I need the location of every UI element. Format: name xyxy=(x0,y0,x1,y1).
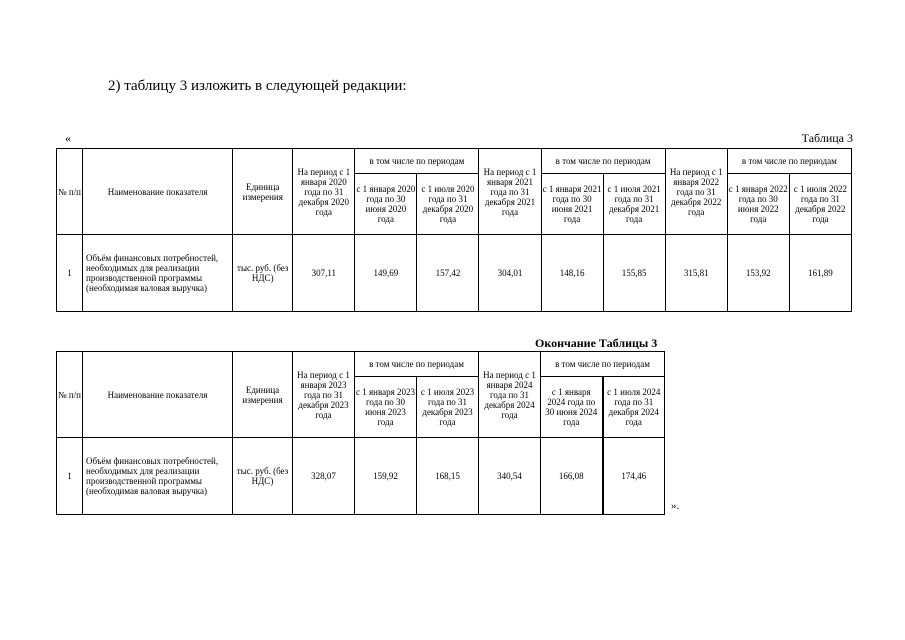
value-cell: 166,08 xyxy=(541,438,603,515)
subperiods-header-2023: в том числе по периодам xyxy=(355,352,479,377)
table2 xyxy=(56,351,665,515)
half2-header-2023: с 1 июля 2023 года по 31 декабря 2023 года xyxy=(417,377,479,438)
row-name: Объём финансовых потребностей, необходимых для реализации производственной программы (необходимая валовая выручка) xyxy=(83,438,233,515)
value-cell: 159,92 xyxy=(355,438,417,515)
value-cell: 340,54 xyxy=(479,438,541,515)
period-header-2022: На период с 1 января 2022 года по 31 декабря 2022 года xyxy=(665,149,727,235)
value-cell: 304,01 xyxy=(479,235,541,312)
value-cell: 149,69 xyxy=(355,235,417,312)
value-cell: 148,16 xyxy=(541,235,603,312)
half2-header-2020: с 1 июля 2020 года по 31 декабря 2020 года xyxy=(417,174,479,235)
opening-quote: « xyxy=(65,131,71,145)
value-cell: 157,42 xyxy=(417,235,479,312)
row-unit: тыс. руб. (без НДС) xyxy=(233,438,293,515)
half2-header-2024: с 1 июля 2024 года по 31 декабря 2024 года xyxy=(603,377,665,438)
closing-quote: ». xyxy=(671,500,680,512)
value-cell: 328,07 xyxy=(293,438,355,515)
col-unit-header: Единица измерения xyxy=(233,149,293,235)
table-row xyxy=(57,235,852,312)
half1-header-2022: с 1 января 2022 года по 30 июня 2022 года xyxy=(727,174,789,235)
subperiods-header-2022: в том числе по периодам xyxy=(727,149,851,174)
subperiods-header-2020: в том числе по периодам xyxy=(355,149,479,174)
row-num: 1 xyxy=(57,235,83,312)
subperiods-header-2024: в том числе по периодам xyxy=(541,352,665,377)
col-name-header: Наименование показателя xyxy=(83,352,233,438)
amendment-heading: 2) таблицу 3 изложить в следующей редакции: xyxy=(108,78,407,94)
half1-header-2023: с 1 января 2023 года по 30 июня 2023 года xyxy=(355,377,417,438)
row-unit: тыс. руб. (без НДС) xyxy=(233,235,293,312)
table1 xyxy=(56,148,852,312)
col-num-header: № п/п xyxy=(57,352,83,438)
value-cell: 153,92 xyxy=(727,235,789,312)
period-header-2020: На период с 1 января 2020 года по 31 декабря 2020 года xyxy=(293,149,355,235)
half1-header-2024: с 1 января 2024 года по 30 июня 2024 года xyxy=(541,377,603,438)
period-header-2024: На период с 1 января 2024 года по 31 декабря 2024 года xyxy=(479,352,541,438)
value-cell: 155,85 xyxy=(603,235,665,312)
period-header-2023: На период с 1 января 2023 года по 31 декабря 2023 года xyxy=(293,352,355,438)
row-name: Объём финансовых потребностей, необходимых для реализации производственной программы (необходимая валовая выручка) xyxy=(83,235,233,312)
value-cell: 174,46 xyxy=(603,438,665,515)
value-cell: 315,81 xyxy=(665,235,727,312)
half2-header-2022: с 1 июля 2022 года по 31 декабря 2022 года xyxy=(789,174,851,235)
value-cell: 161,89 xyxy=(789,235,851,312)
col-unit-header: Единица измерения xyxy=(233,352,293,438)
half2-header-2021: с 1 июля 2021 года по 31 декабря 2021 года xyxy=(603,174,665,235)
subperiods-header-2021: в том числе по периодам xyxy=(541,149,665,174)
half1-header-2020: с 1 января 2020 года по 30 июня 2020 года xyxy=(355,174,417,235)
table2-caption: Окончание Таблицы 3 xyxy=(535,336,658,350)
table1-caption: Таблица 3 xyxy=(801,131,853,145)
col-num-header: № п/п xyxy=(57,149,83,235)
value-cell: 307,11 xyxy=(293,235,355,312)
half1-header-2021: с 1 января 2021 года по 30 июня 2021 года xyxy=(541,174,603,235)
col-name-header: Наименование показателя xyxy=(83,149,233,235)
table-row xyxy=(57,438,665,515)
row-num: 1 xyxy=(57,438,83,515)
period-header-2021: На период с 1 января 2021 года по 31 декабря 2021 года xyxy=(479,149,541,235)
value-cell: 168,15 xyxy=(417,438,479,515)
